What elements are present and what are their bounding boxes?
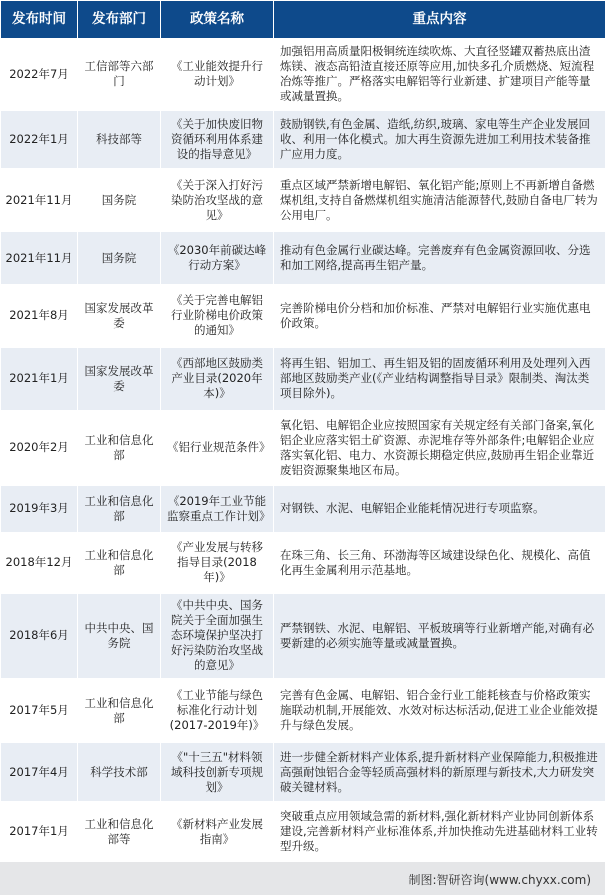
content-cell: 对钢铁、水泥、电解铝企业能耗情况进行专项监察。 (274, 485, 605, 532)
policy-name-cell: 《产业发展与转移指导目录(2018年)》 (161, 532, 274, 593)
table-row (1, 110, 605, 169)
date-cell: 2017年5月 (1, 679, 78, 743)
policy-name-cell: 《中共中央、国务院关于全面加强生态环境保护坚决打好污染防治攻坚战的意见》 (161, 593, 274, 679)
table-row (1, 347, 605, 410)
content-cell: 推动有色金属行业碳达峰。完善废弃有色金属资源回收、分选和加工网络,提高再生铝产量。 (274, 232, 605, 284)
dept-cell: 中共中央、国务院 (78, 593, 161, 679)
date-cell: 2022年7月 (1, 39, 78, 111)
date-cell: 2022年1月 (1, 110, 78, 169)
table-row (1, 169, 605, 232)
table-row (1, 593, 605, 679)
content-cell: 完善有色金属、电解铝、铝合金行业工能耗核查与价格政策实施联动机制,开展能效、水效对标达标活动,促进工业企业能效提升与绿色发展。 (274, 679, 605, 743)
dept-cell: 国务院 (78, 169, 161, 232)
dept-cell: 工业和信息化部等 (78, 802, 161, 862)
table-row (1, 743, 605, 802)
content-cell: 完善阶梯电价分档和加价标准、严禁对电解铝行业实施优惠电价政策。 (274, 284, 605, 347)
dept-cell: 科技部等 (78, 110, 161, 169)
date-cell: 2018年12月 (1, 532, 78, 593)
content-cell: 在珠三角、长三角、环渤海等区域建设绿色化、规模化、高值化再生金属利用示范基地。 (274, 532, 605, 593)
content-cell: 严禁钢铁、水泥、电解铝、平板玻璃等行业新增产能,对确有必要新建的必须实施等量或减量置换。 (274, 593, 605, 679)
policy-name-cell: 《关于深入打好污染防治攻坚战的意见》 (161, 169, 274, 232)
dept-cell: 工业和信息化部 (78, 485, 161, 532)
content-cell: 突破重点应用领域急需的新材料,强化新材料产业协同创新体系建设,完善新材料产业标准体系,并加快推动先进基础材料工业转型升级。 (274, 802, 605, 862)
footer (0, 862, 605, 895)
policy-name-cell: 《关于完善电解铝行业阶梯电价政策的通知》 (161, 284, 274, 347)
table-row (1, 532, 605, 593)
date-cell: 2021年11月 (1, 169, 78, 232)
date-cell: 2017年4月 (1, 743, 78, 802)
content-cell: 加强铝用高质量阳极铜统连续吹炼、大直径竖罐双蓄热底出渣炼镁、液态高铅渣直接还原等应用,加快多孔介质燃烧、短流程冶炼等推广。严格落实电解铝等行业新建、扩建项目产能等量或减量置换。 (274, 39, 605, 111)
table-row (1, 802, 605, 862)
dept-cell: 科学技术部 (78, 743, 161, 802)
header-dept: 发布部门 (78, 1, 161, 39)
table-row (1, 679, 605, 743)
table-row (1, 232, 605, 284)
date-cell: 2021年11月 (1, 232, 78, 284)
source-label: 制图:智研咨询(www.chyxx.com) (408, 873, 591, 887)
dept-cell: 工业和信息化部 (78, 679, 161, 743)
date-cell: 2019年3月 (1, 485, 78, 532)
table-row (1, 485, 605, 532)
policy-name-cell: 《工业能效提升行动计划》 (161, 39, 274, 111)
table-row (1, 284, 605, 347)
dept-cell: 工信部等六部门 (78, 39, 161, 111)
table-row (1, 39, 605, 111)
dept-cell: 工业和信息化部 (78, 410, 161, 485)
table-header-row (1, 1, 605, 39)
date-cell: 2018年6月 (1, 593, 78, 679)
content-cell: 氧化铝、电解铝企业应按照国家有关规定经有关部门备案,氧化铝企业应落实铝土矿资源、赤泥堆存等外部条件;电解铝企业应落实氧化铝、电力、水资源长期稳定供应,鼓励再生铝企业靠近废铝资源聚集地区布局。 (274, 410, 605, 485)
policy-name-cell: 《2030年前碳达峰行动方案》 (161, 232, 274, 284)
policy-name-cell: 《工业节能与绿色标准化行动计划(2017-2019年)》 (161, 679, 274, 743)
policy-name-cell: 《西部地区鼓励类产业目录(2020年本)》 (161, 347, 274, 410)
table-body (1, 39, 605, 862)
header-name: 政策名称 (161, 1, 274, 39)
policy-name-cell: 《2019年工业节能监察重点工作计划》 (161, 485, 274, 532)
dept-cell: 国家发展改革委 (78, 284, 161, 347)
date-cell: 2021年8月 (1, 284, 78, 347)
policy-name-cell: 《"十三五"材料领域科技创新专项规划》 (161, 743, 274, 802)
policy-name-cell: 《关于加快废旧物资循环利用体系建设的指导意见》 (161, 110, 274, 169)
content-cell: 重点区域严禁新增电解铝、氧化铝产能;原则上不再新增自备燃煤机组,支持自备燃煤机组实施清洁能源替代,鼓励自备电厂转为公用电厂。 (274, 169, 605, 232)
date-cell: 2021年1月 (1, 347, 78, 410)
dept-cell: 国务院 (78, 232, 161, 284)
header-content: 重点内容 (274, 1, 605, 39)
content-cell: 进一步健全新材料产业体系,提升新材料产业保障能力,积极推进高强耐蚀铝合金等轻质高强材料的新原理与新技术,大力研发突破关键材料。 (274, 743, 605, 802)
date-cell: 2017年1月 (1, 802, 78, 862)
policy-name-cell: 《铝行业规范条件》 (161, 410, 274, 485)
dept-cell: 工业和信息化部 (78, 532, 161, 593)
content-cell: 将再生铝、铝加工、再生铝及铝的固废循环利用及处理列入西部地区鼓励类产业(《产业结构调整指导目录》限制类、淘汰类项目除外)。 (274, 347, 605, 410)
content-cell: 鼓励钢铁,有色金属、造纸,纺织,玻璃、家电等生产企业发展回收、利用一体化模式。加大再生资源先进加工利用技术装备推广应用力度。 (274, 110, 605, 169)
table-row (1, 410, 605, 485)
policy-name-cell: 《新材料产业发展指南》 (161, 802, 274, 862)
date-cell: 2020年2月 (1, 410, 78, 485)
dept-cell: 国家发展改革委 (78, 347, 161, 410)
header-date: 发布时间 (1, 1, 78, 39)
